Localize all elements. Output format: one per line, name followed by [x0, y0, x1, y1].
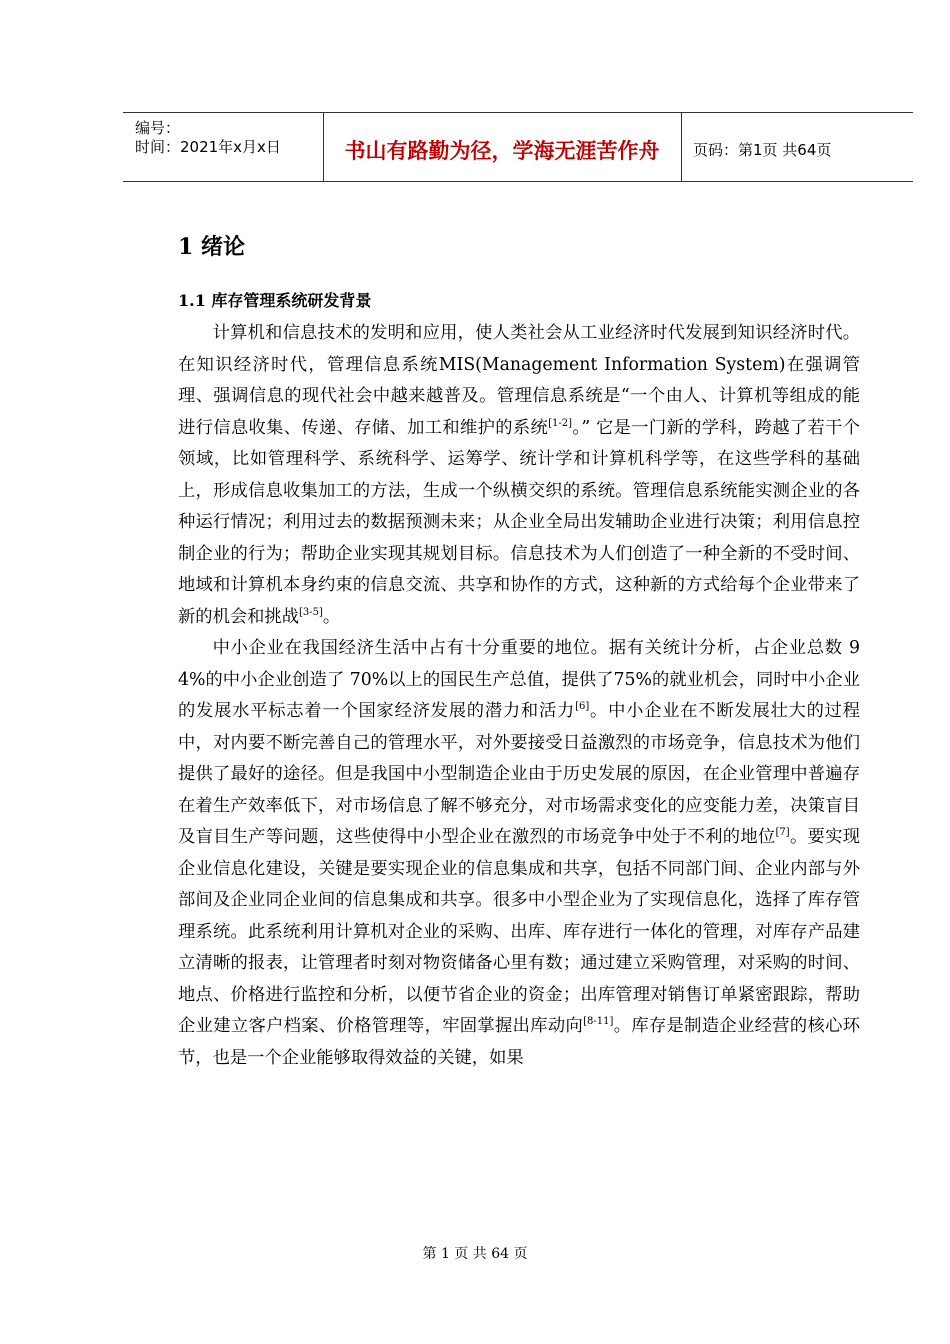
paragraph-2: [178, 633, 860, 1074]
header-motto-cell: [323, 113, 682, 181]
header-motto: 书山有路勤为径，学海无涯苦作舟: [344, 139, 660, 163]
paragraph-text: 计算机和信息技术的发明和应用，使人类社会从工业经济时代发展到知识经济时代。在知识经济时代，管理信息系统MIS(Management Information System)在强调管理、强调信息的现代社会中越来越普及。管理信息系统是“一个由人、计算机等组成的能进行信息收集、传递、存储、加工和维护的系统: [178, 323, 860, 438]
paragraph-text: 。: [322, 606, 341, 627]
citation: [1-2]: [548, 417, 572, 429]
header-meta-cell: [123, 113, 324, 181]
paragraph-text: 中小企业在我国经济生活中占有十分重要的地位。据有关统计分析，占企业总数 94%的中小企业创造了 70%以上的国民生产总值，提供了75%的就业机会，同时中小企业的发展水平标志着一个国家经济发展的潜力和活力: [178, 638, 860, 721]
page-header: [123, 112, 913, 182]
body-content: [178, 318, 860, 1074]
citation: [7]: [775, 827, 790, 839]
paragraph-1: [178, 318, 860, 633]
chapter-title: 1 绪论: [178, 234, 245, 260]
document-number-label: 编号：: [135, 119, 181, 137]
document-time-label: 时间：2021年x月x日: [135, 138, 281, 156]
paragraph-text: 。要实现企业信息化建设，关键是要实现企业的信息集成和共享，包括不同部门间、企业内部与外部间及企业同企业间的信息集成和共享。很多中小型企业为了实现信息化，选择了库存管理系统。此系统利用计算机对企业的采购、出库、库存进行一体化的管理，对库存产品建立清晰的报表，让管理者时刻对物资储备心里有数；通过建立采购管理，对采购的时间、地点、价格进行监控和分析，以便节省企业的资金；出库管理对销售订单紧密跟踪，帮助企业建立客户档案、价格管理等，牢固掌握出库动向: [178, 827, 860, 1036]
page-footer: 第 1 页 共 64 页: [422, 1246, 528, 1262]
citation: [3-5]: [298, 606, 323, 618]
paragraph-text: 。中小企业在不断发展壮大的过程中，对内要不断完善自己的管理水平，对外要接受日益激烈的市场竞争，信息技术为他们提供了最好的途径。但是我国中小型制造企业由于历史发展的原因，在企业管理中普遍存在着生产效率低下，对市场信息了解不够充分，对市场需求变化的应变能力差，决策盲目及盲目生产等问题，这些使得中小型企业在激烈的市场竞争中处于不利的地位: [178, 701, 860, 847]
citation: [6]: [575, 701, 590, 713]
header-page-number: 页码：第1页 共64页: [693, 141, 832, 159]
header-page-cell: [681, 113, 913, 181]
paragraph-text: 。库存是制造企业经营的核心环节，也是一个企业能够取得效益的关键，如果: [178, 1016, 860, 1068]
paragraph-text: 。” 它是一门新的学科，跨越了若干个领域，比如管理科学、系统科学、运筹学、统计学和计算机科学等，在这些学科的基础上，形成信息收集加工的方法，生成一个纵横交织的系统。管理信息系统能实测企业的各种运行情况；利用过去的数据预测未来；从企业全局出发辅助企业进行决策；利用信息控制企业的行为；帮助企业实现其规划目标。信息技术为人们创造了一种全新的不受时间、地域和计算机本身约束的信息交流、共享和协作的方式，这种新的方式给每个企业带来了新的机会和挑战: [178, 417, 860, 627]
citation: [8-11]: [583, 1016, 614, 1028]
section-title: 1.1 库存管理系统研发背景: [178, 291, 372, 310]
